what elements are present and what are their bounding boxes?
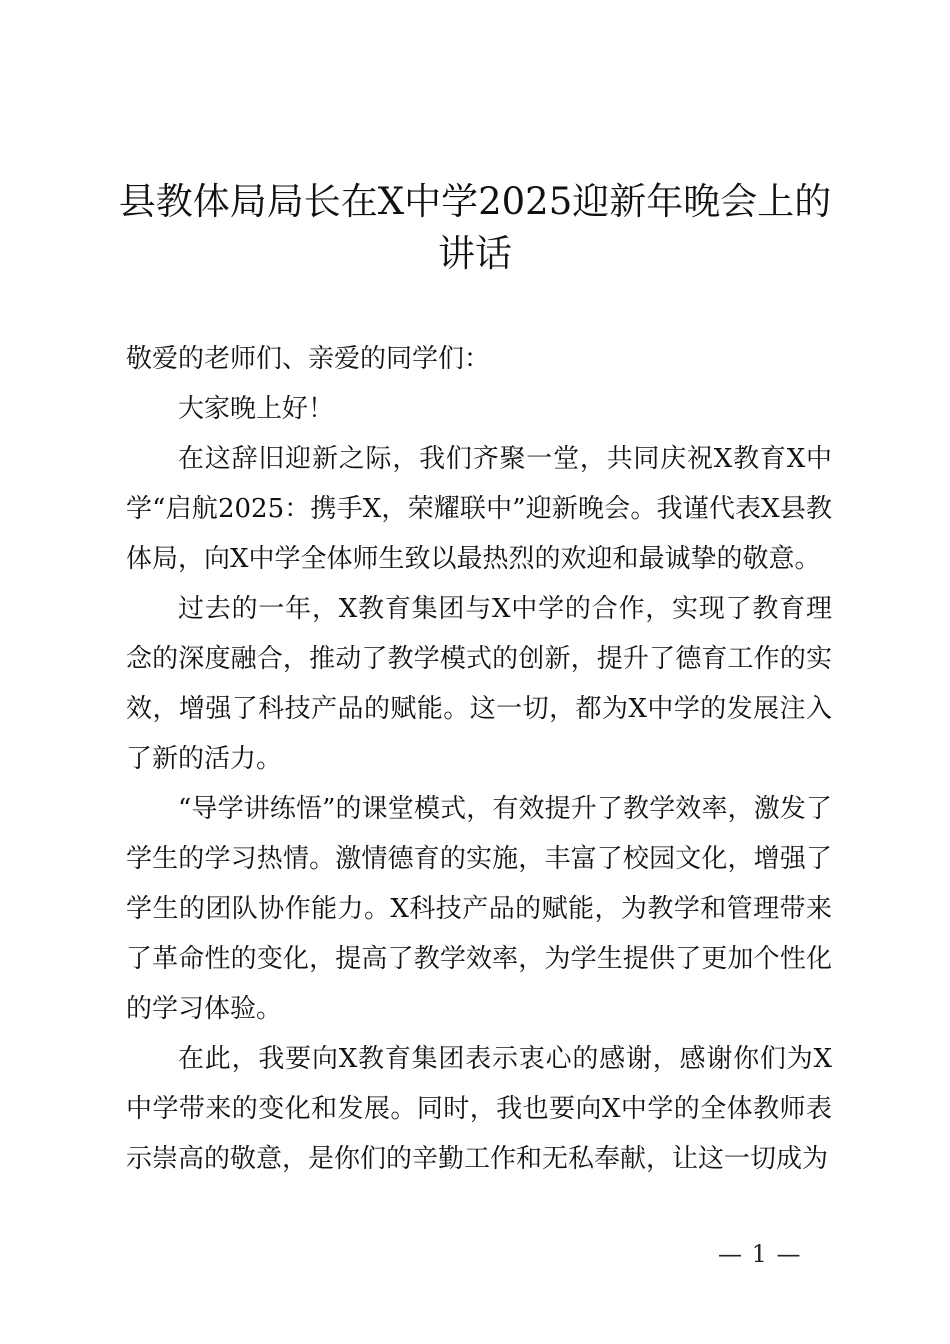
salutation: 敬爱的老师们、亲爱的同学们： (126, 344, 491, 374)
paragraph-thanks: 在此，我要向X教育集团表示衷心的感谢，感谢你们为X中学带来的变化和发展。同时，我也要向X中学的全体教师表示崇高的敬意，是你们的辛勤工作和无私奉献，让这一切成为 (126, 1044, 832, 1174)
paragraph-past-year: 过去的一年，X教育集团与X中学的合作，实现了教育理念的深度融合，推动了教学模式的创新，提升了德育工作的实效，增强了科技产品的赋能。这一切，都为X中学的发展注入了新的活力。 (126, 594, 832, 774)
page-number: — 1 — (718, 1240, 802, 1268)
paragraph-opening: 在这辞旧迎新之际，我们齐聚一堂，共同庆祝X教育X中学“启航2025：携手X，荣耀联中”迎新晚会。我谨代表X县教体局，向X中学全体师生致以最热烈的欢迎和最诚挚的敬意。 (126, 444, 832, 574)
paragraph-classroom-model: “导学讲练悟”的课堂模式，有效提升了教学效率，激发了学生的学习热情。激情德育的实施，丰富了校园文化，增强了学生的团队协作能力。X科技产品的赋能，为教学和管理带来了革命性的变化，提高了教学效率，为学生提供了更加个性化的学习体验。 (126, 794, 832, 1024)
paragraph-greeting: 大家晚上好！ (178, 394, 335, 424)
document-title: 县教体局局长在X中学2025迎新年晚会上的讲话 (118, 180, 832, 275)
document-body (126, 334, 832, 1184)
